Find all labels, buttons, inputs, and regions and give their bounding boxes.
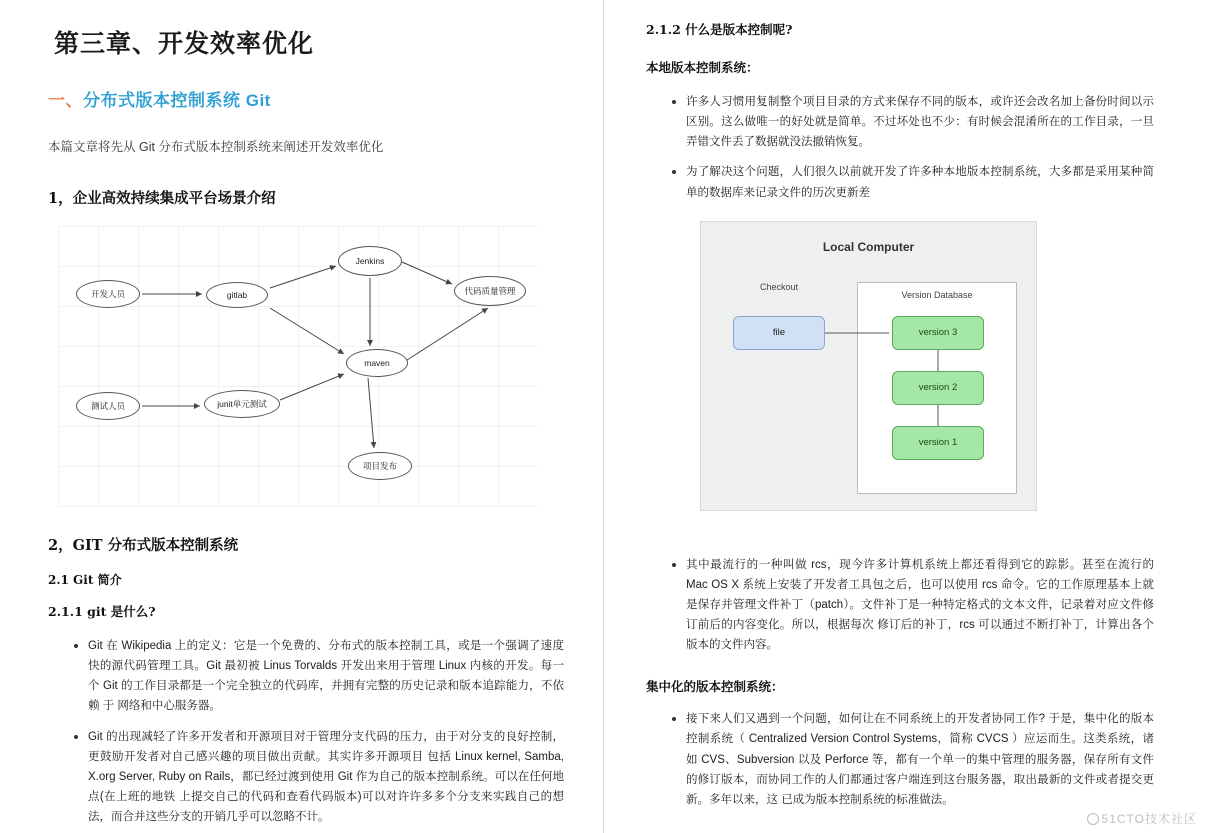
list-item: 许多人习惯用复制整个项目目录的方式来保存不同的版本，或许还会改名加上备份时间以示区别。这么做唯一的好处就是简单。不过坏处也不少：有时候会混淆所在的工作目录，一旦弄错文件丢了数据就没法撤销恢复。	[672, 92, 1154, 152]
heading-local-vcs: 本地版本控制系统：	[646, 61, 759, 75]
chapter-title: 第三章、开发效率优化	[54, 29, 315, 58]
list-item: 其中最流行的一种叫做 rcs，现今许多计算机系统上都还看得到它的踪影。甚至在流行的 Mac OS X 系统上安装了开发者工具包之后，也可以使用 rcs 命令。它的工作原理基本上就是保存并管理文件补丁（patch）。文件补丁是一种特定格式的文本文件，记录着对应文件修订前后的内容变化。所以，根据每次 修订后的补丁，rcs 可以通过不断打补丁，计算出各个版本的文件内容。	[672, 555, 1154, 656]
right-bullet-list-mid	[646, 555, 1154, 656]
section-number: 一、	[48, 91, 83, 110]
diagram-node-maven: maven	[346, 349, 408, 377]
figure-title: Local Computer	[822, 239, 915, 254]
diagram-connectors	[58, 226, 538, 508]
figure-checkout-label: Checkout	[759, 281, 799, 292]
list-item: 接下来人们又遇到一个问题，如何让在不同系统上的开发者协同工作? 于是，集中化的版本控制系统（ Centralized Version Control Systems，简称 CVCS ）应运而生。这类系统，诸如 CVS、Subversion 以及 Perforce 等，都有一个单一的集中管理的服务器，保存所有文件的修订版本，而协同工作的人们都通过客户端连到这台服务器，取出最新的文件或者提交更新。多年以来，这 已成为版本控制系统的标准做法。	[672, 709, 1154, 810]
diagram-node-tester: 测试人员	[76, 392, 140, 420]
figure-version-3-node: version 3	[892, 316, 984, 350]
heading-2-1: 2.1 Git 简介	[48, 573, 122, 587]
watermark-text: 51CTO技术社区	[1101, 812, 1197, 826]
right-column	[604, 0, 1209, 833]
heading-1: 1，企业高效持续集成平台场景介绍	[48, 190, 276, 207]
diagram-node-code-quality: 代码质量管理	[454, 276, 526, 306]
heading-2-1-1: 2.1.1 git 是什么?	[48, 604, 156, 619]
section-title: 分布式版本控制系统 Git	[83, 91, 271, 110]
left-bullet-list	[48, 636, 564, 827]
diagram-node-jenkins: Jenkins	[338, 246, 402, 276]
heading-centralized-vcs: 集中化的版本控制系统：	[646, 680, 784, 695]
heading-2-1-2: 2.1.2 什么是版本控制呢?	[646, 22, 793, 37]
figure-version-database-label: Version Database	[901, 289, 973, 300]
figure-connectors	[701, 222, 1038, 512]
diagram-node-junit: junit单元测试	[204, 390, 280, 418]
list-item: Git 在 Wikipedia 上的定义：它是一个免费的、分布式的版本控制工具，或是一个强调了速度快的源代码管理工具。Git 最初被 Linus Torvalds 开发出来用于管理 Linux 内核的开发。每一个 Git 的工作目录都是一个完全独立的代码库，并拥有完整的历史记录和版本追踪能力，不依赖 于 网络和中心服务器。	[74, 636, 564, 717]
figure-version-2-node: version 2	[892, 371, 984, 405]
right-bullet-list-top	[646, 92, 1154, 203]
left-column	[0, 0, 604, 833]
list-item: 为了解决这个问题，人们很久以前就开发了许多种本地版本控制系统，大多都是采用某种简单的数据库来记录文件的历次更新差	[672, 162, 1154, 202]
figure-file-node: file	[733, 316, 825, 350]
ci-platform-flow-diagram	[58, 226, 538, 508]
heading-2: 2，GIT 分布式版本控制系统	[48, 537, 239, 554]
list-item: Git 的出现减轻了许多开发者和开源项目对于管理分支代码的压力，由于对分支的良好控制，更鼓励开发者对自己感兴趣的项目做出贡献。其实许多开源项目 包括 Linux kernel, Samba, X.org Server, Ruby on Rails，都已经过渡到使用 Git 作为自己的版本控制系统。可以在任何地点(在上班的地铁 上提交自己的代码和查看代码版本)可以对许许多多个分支来实践自己的想法，而合并这些分支的开销几乎可以忽略不计。	[74, 727, 564, 828]
section-heading	[48, 86, 564, 111]
diagram-node-release: 项目发布	[348, 452, 412, 480]
intro-paragraph: 本篇文章将先从 Git 分布式版本控制系统来阐述开发效率优化	[48, 140, 384, 154]
right-bullet-list-bottom	[646, 709, 1154, 810]
diagram-node-gitlab: gitlab	[206, 282, 268, 308]
figure-version-1-node: version 1	[892, 426, 984, 460]
local-version-control-figure	[700, 221, 1037, 511]
diagram-node-developer: 开发人员	[76, 280, 140, 308]
